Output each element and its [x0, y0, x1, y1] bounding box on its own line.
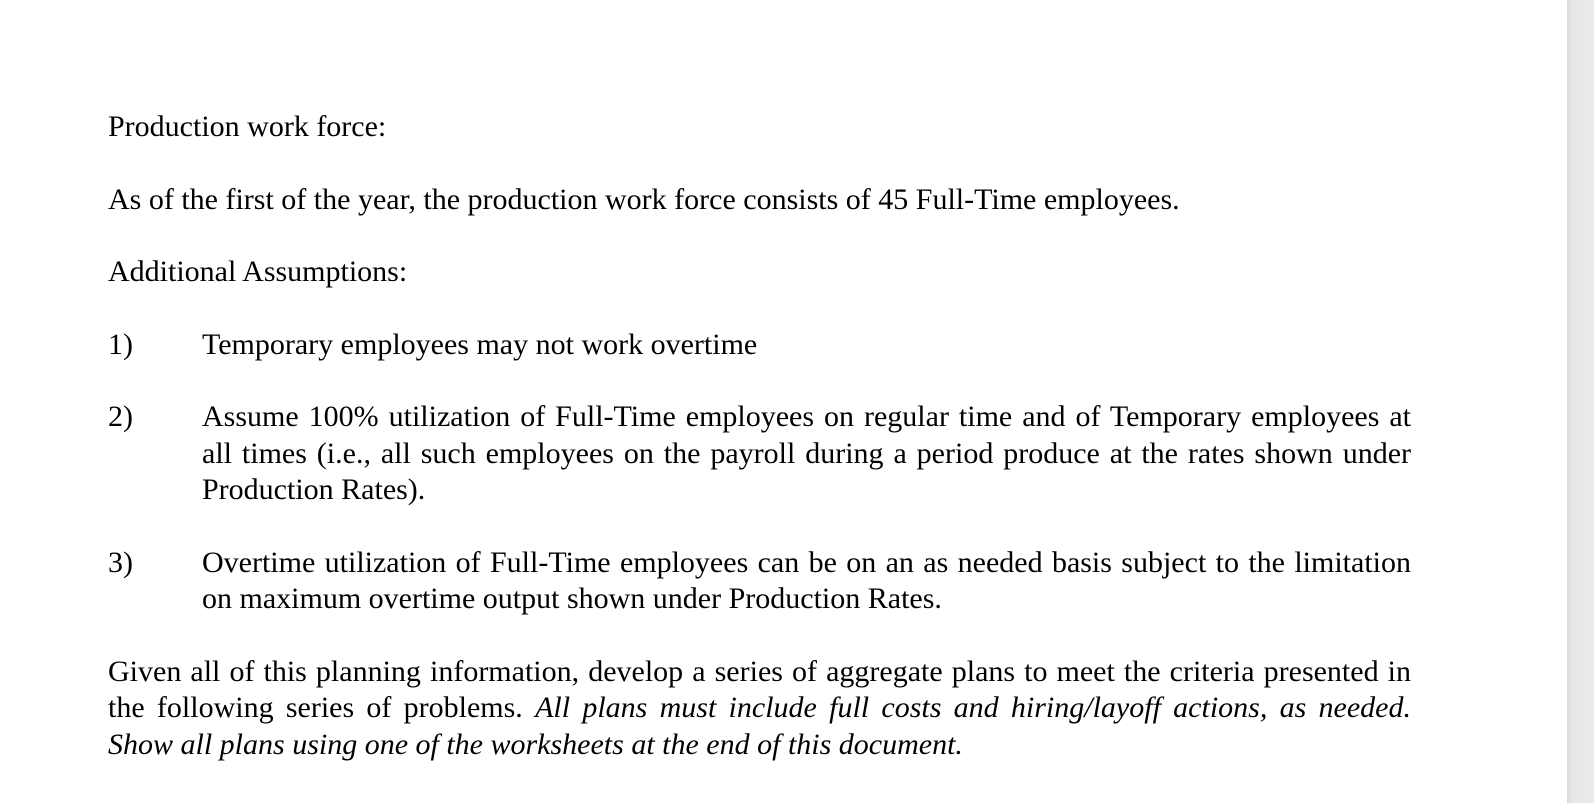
workforce-paragraph: As of the first of the year, the production work force consists of 45 Full-Time employees.: [108, 182, 1180, 216]
assumption-number: 1): [108, 327, 133, 361]
closing-italic-text: All plans must include full costs and hiring/layoff actions, as needed. Show all plans using one of the worksheets at the end of this document.: [108, 691, 1411, 761]
assumption-item-2: [108, 399, 1411, 509]
document-body: [108, 109, 1411, 799]
workforce-heading: Production work force:: [108, 110, 387, 143]
assumption-text: Overtime utilization of Full-Time employees can be on an as needed basis subject to the limitation on maximum overtime output shown under Production Rates.: [202, 545, 1411, 615]
assumption-item-3: [108, 545, 1411, 618]
assumption-number: 2): [108, 400, 133, 433]
assumption-text: Temporary employees may not work overtime: [202, 327, 758, 361]
page-edge-shadow: [1567, 0, 1594, 803]
assumptions-heading: Additional Assumptions:: [108, 255, 408, 288]
assumption-number: 3): [108, 545, 133, 579]
closing-text: Given all of this planning information, develop a series of aggregate plans to meet the criteria presented in the following series of problems.: [108, 654, 1411, 724]
closing-paragraph: [108, 654, 1411, 764]
assumption-text: Assume 100% utilization of Full-Time employees on regular time and of Temporary employees at all times (i.e., all such employees on the payroll during a period produce at the rates shown under Production Rates).: [202, 400, 1411, 506]
assumption-item-1: [108, 327, 1411, 364]
